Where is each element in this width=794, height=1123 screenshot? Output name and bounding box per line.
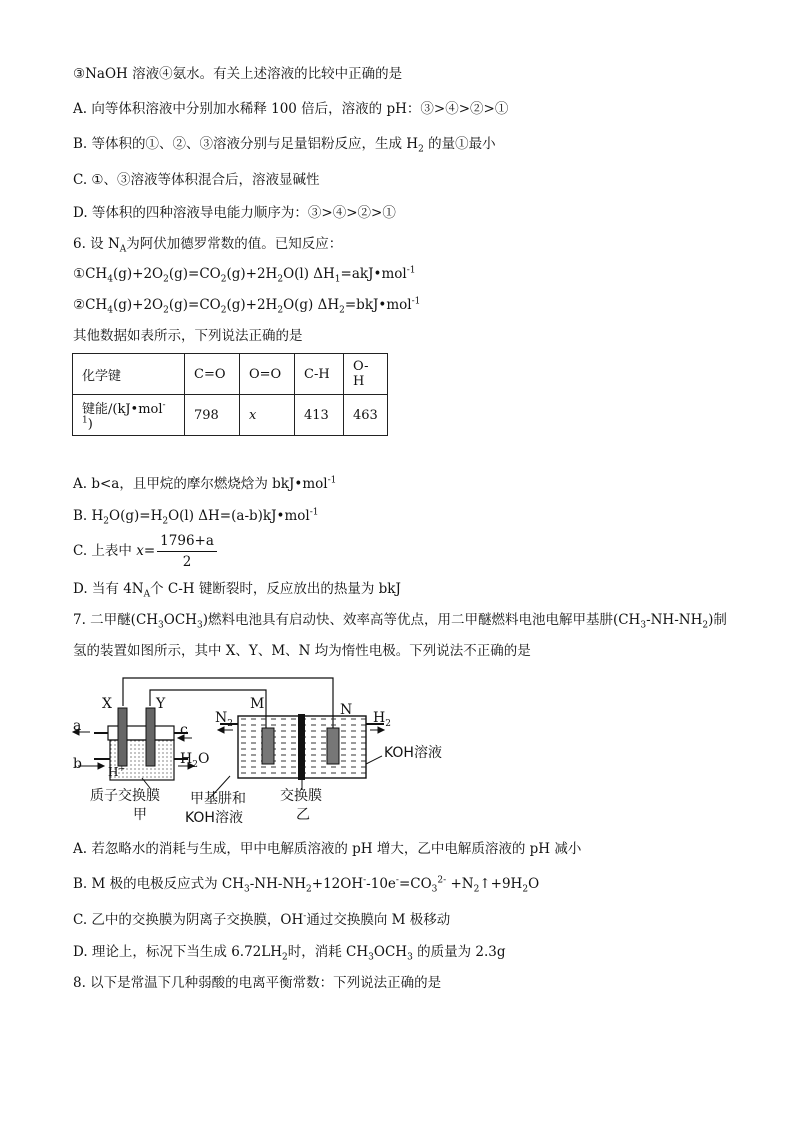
label-c: c — [180, 722, 188, 738]
q7-stem-line2: 氢的装置如图所示，其中 X、Y、M、N 均为惰性电极。下列说法不正确的是 — [73, 643, 531, 659]
table-cell: x — [240, 395, 295, 436]
label-n2: $N_2$ — [215, 710, 233, 729]
electrolytic-cell-yi — [220, 714, 384, 780]
table-row — [73, 354, 388, 395]
fraction: $\frac{1796+a}{2}$ — [157, 531, 217, 572]
q7-option-c: C. 乙中的交换膜为阴离子交换膜，OH-通过交换膜向 M 极移动 — [73, 911, 451, 928]
label-yi: 乙 — [296, 807, 310, 823]
q6-option-d: D. 当有 $4N_A$个 C-H 键断裂时，反应放出的热量为 bkJ — [73, 581, 401, 600]
label-proton-membrane: 质子交换膜 — [90, 788, 160, 804]
label-koh-solution: KOH溶液 — [185, 810, 243, 826]
table-cell: 463 — [344, 395, 388, 436]
q6-reaction-2: $②CH_4(g)+2O_2(g)=CO_2(g)+2H_2O(g)$ $\Delta H_2=bkJ•mol^{-1}$ — [73, 296, 421, 316]
table-header-oo: O=O — [240, 354, 295, 395]
table-header-oh: O-H — [344, 354, 388, 395]
label-b: b — [73, 756, 82, 772]
label-jia: 甲 — [133, 807, 147, 823]
table-row — [73, 395, 388, 436]
q8-stem: 8. 以下是常温下几种弱酸的电离平衡常数：下列说法正确的是 — [73, 975, 442, 991]
q5-option-c: C. ①、③溶液等体积混合后，溶液显碱性 — [73, 172, 320, 188]
q7-option-a: A. 若忽略水的消耗与生成，甲中电解质溶液的 pH 增大，乙中电解质溶液的 pH 减小 — [73, 841, 582, 857]
label-koh: KOH溶液 — [384, 745, 442, 761]
label-methylhydrazine: 甲基肼和 — [190, 791, 246, 807]
q6-option-a: A. b<a，且甲烷的摩尔燃烧焓为 bkJ•mol$^{-1}$ — [73, 475, 337, 492]
q5-option-a: A. 向等体积溶液中分别加水稀释 100 倍后，溶液的 pH：③>④>②>① — [73, 101, 509, 117]
q5-option-b: B. 等体积的①、②、③溶液分别与足量铝粉反应，生成 $H_2$ 的量①最小 — [73, 136, 496, 155]
q6-table-intro: 其他数据如表所示，下列说法正确的是 — [73, 328, 303, 344]
q5-continuation: ③NaOH 溶液④氨水。有关上述溶液的比较中正确的是 — [73, 66, 403, 82]
q5-option-d: D. 等体积的四种溶液导电能力顺序为：③>④>②>① — [73, 205, 396, 221]
label-m: M — [250, 696, 265, 712]
label-a: a — [73, 718, 82, 734]
q6-reaction-1: $①CH_4(g)+2O_2(g)=CO_2(g)+2H_2O(l)$ $\Delta H_1=akJ•mol^{-1}$ — [73, 265, 416, 285]
table-cell: 798 — [185, 395, 240, 436]
label-y: Y — [156, 696, 166, 712]
q7-option-d: D. 理论上，标况下当生成 $6.72LH_2$时，消耗 $CH_3OCH_3$ 的质量为 2.3g — [73, 944, 506, 963]
label-exchange-membrane: 交换膜 — [280, 788, 322, 804]
table-header-bond: 化学键 — [73, 354, 185, 395]
electrolysis-apparatus-diagram — [70, 668, 470, 828]
label-n: N — [340, 702, 353, 718]
q6-option-c: C. 上表中 x= $\frac{1796+a}{2}$ — [73, 531, 217, 572]
bond-energy-table — [72, 353, 388, 436]
q7-stem-line1: 7. 二甲醚$(CH_3OCH_3)$燃料电池具有启动快、效率高等优点，用二甲醚燃料电池电解甲基肼$(CH_3-NH-NH_2)$制 — [73, 612, 727, 631]
q6-stem: 6. 设 $N_A$为阿伏加德罗常数的值。已知反应： — [73, 236, 343, 255]
table-row-label: 键能/(kJ•mol$^{-1}$) — [73, 395, 185, 436]
label-h2o: $H_2O$ — [180, 751, 210, 770]
label-hplus: H+ — [108, 764, 126, 779]
table-header-ch: C-H — [295, 354, 344, 395]
label-x: X — [102, 696, 112, 712]
q7-option-b: B. M 极的电极反应式为 $CH_3-NH-NH_2+12OH^--10e^-=CO_3^{2-}$ $+N_2↑+9H_2O$ — [73, 875, 540, 895]
table-header-co: C=O — [185, 354, 240, 395]
table-cell: 413 — [295, 395, 344, 436]
q6-option-b: B. $H_2O(g)=H_2O(l)$ ΔH=(a-b)kJ•mol$^{-1}$ — [73, 507, 319, 527]
label-h2: $H_2$ — [373, 710, 391, 729]
